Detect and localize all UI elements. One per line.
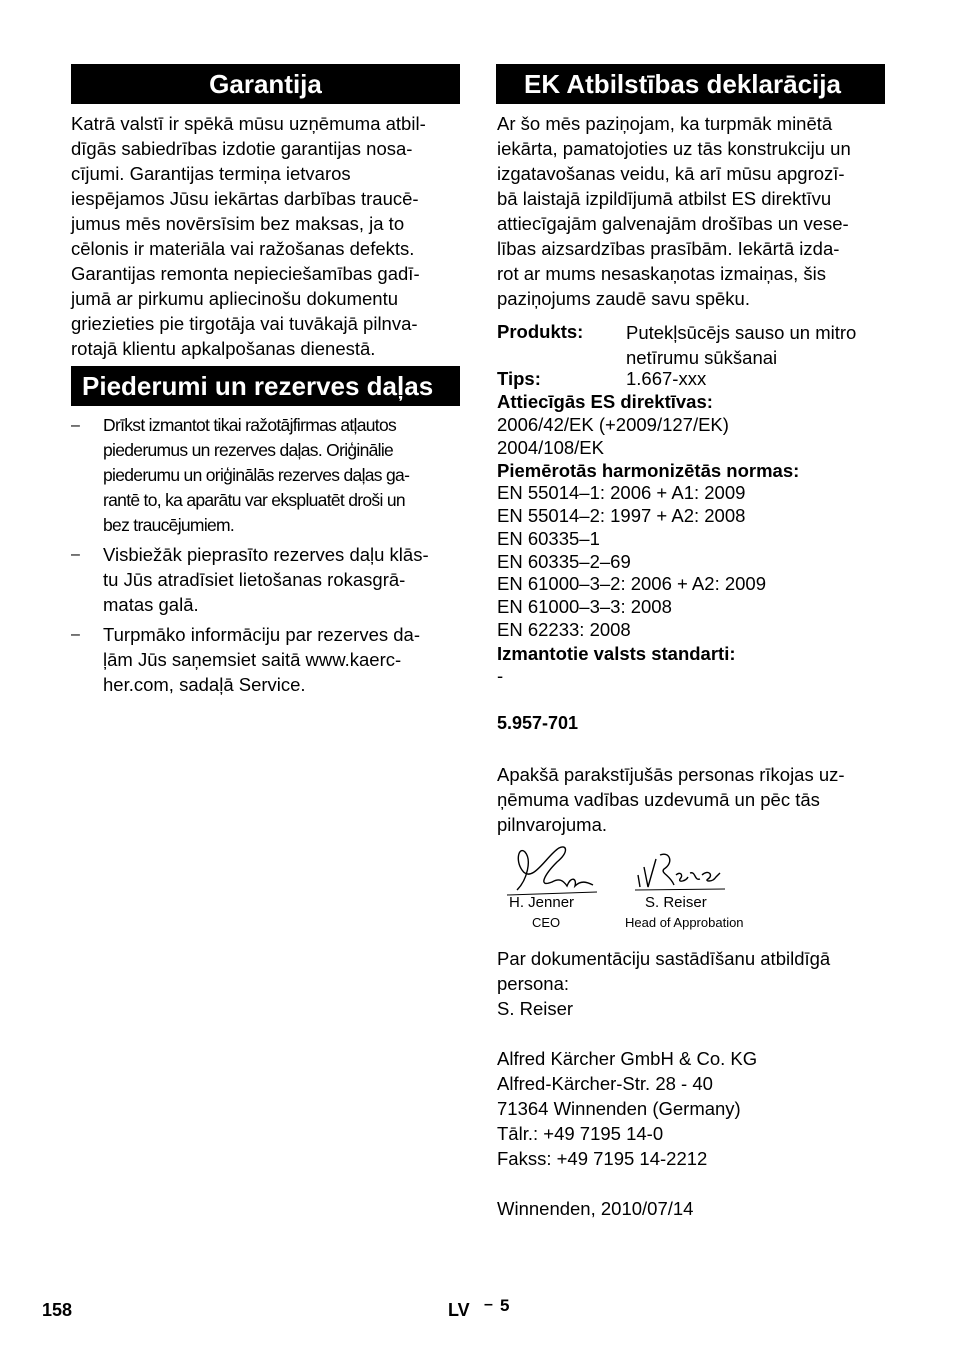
list-item: – Drīkst izmantot tikai ražotājfirmas atļautos piederumus un rezerves daļas. Oriģinālie piederumu un oriģinālās rezerves daļas ga- rantē to, ka aparātu var ekspluatēt droši un bez traucējumiem. <box>71 415 410 535</box>
norma-item: EN 61000–3–3: 2008 <box>497 596 672 617</box>
standarti-value: - <box>497 665 504 686</box>
norma-item: EN 62233: 2008 <box>497 619 631 640</box>
signature-reiser <box>630 845 730 895</box>
normas-label: Piemērotās harmonizētās normas: <box>497 460 800 481</box>
ek-heading: EK Atbilstības deklarācija <box>496 64 885 104</box>
signatory-text: Apakšā parakstījušās personas rīkojas uz- ņēmuma vadības uzdevumā un pēc tās pilnvarojuma. <box>497 764 845 835</box>
company-address: Alfred Kärcher GmbH & Co. KG Alfred-Kärcher-Str. 28 - 40 71364 Winnenden (Germany) Tālr.: +49 7195 14-0 Fakss: +49 7195 14-2212 <box>497 1048 758 1169</box>
language-code: LV <box>448 1300 470 1320</box>
tips-label: Tips: <box>497 368 541 389</box>
document-number: 5.957-701 <box>497 713 579 733</box>
norma-item: EN 60335–2–69 <box>497 551 631 572</box>
direktivas-label: Attiecīgās ES direktīvas: <box>497 391 713 412</box>
page-number: 158 <box>42 1300 73 1320</box>
place-date: Winnenden, 2010/07/14 <box>497 1198 694 1219</box>
norma-item: EN 55014–1: 2006 + A1: 2009 <box>497 482 746 503</box>
norma-item: EN 60335–1 <box>497 528 600 549</box>
list-item: – Turpmāko informāciju par rezerves da- ļām Jūs saņemsiet saitā www.kaerc- her.com, sadaļā Service. <box>71 624 421 695</box>
produkts-value: Putekļsūcējs sauso un mitro netīrumu sūkšanai <box>626 322 857 368</box>
direktiva-item: 2006/42/EK (+2009/127/EK) <box>497 414 729 435</box>
ek-intro: Ar šo mēs paziņojam, ka turpmāk minētā iekārta, pamatojoties uz tās konstrukciju un izgatavošanas veidu, kā arī mūsu apgrozī- bā laistajā izpildījumā atbilst ES direktīvu attiecīgajām galvenajām drošības un vese- lības aizsardzības prasībām. Iekārtā izda- rot ar mums nesaskaņotas izmaiņas, šis paziņojums zaudē savu spēku. <box>497 113 851 309</box>
garantija-text: Katrā valstī ir spēkā mūsu uzņēmuma atbil- dīgās sabiedrības izdotie garantijas nosa- cījumi. Garantijas termiņa ietvaros iespējamos Jūsu iekārtas darbības traucē- jumus mēs novērsīsim bez maksas, ja to cēlonis ir materiāla vai ražošanas defekts. Garantijas remonta nepieciešamības gadī- jumā ar pirkumu apliecinošu dokumentu griezieties pie tirgotāja vai tuvākajā pilnva- rotajā klientu apkalpošanas dienestā. <box>71 113 426 359</box>
signer1-role: CEO <box>532 915 561 930</box>
standarti-label: Izmantotie valsts standarti: <box>497 643 736 664</box>
signer1-name: H. Jenner <box>509 894 575 911</box>
norma-item: EN 61000–3–2: 2006 + A2: 2009 <box>497 573 766 594</box>
signature-jenner <box>497 840 607 900</box>
footer-dash: – <box>484 1296 493 1313</box>
direktiva-item: 2004/108/EK <box>497 437 604 458</box>
produkts-label: Produkts: <box>497 321 584 342</box>
garantija-heading: Garantija <box>71 64 460 104</box>
piederumi-heading: Piederumi un rezerves daļas <box>71 366 460 406</box>
tips-value: 1.667-xxx <box>626 368 707 389</box>
doc-responsible: Par dokumentāciju sastādīšanu atbildīgā persona: S. Reiser <box>497 948 831 1019</box>
sub-page-number: 5 <box>500 1296 510 1315</box>
norma-item: EN 55014–2: 1997 + A2: 2008 <box>497 505 746 526</box>
signer2-role: Head of Approbation <box>625 915 744 930</box>
piederumi-list <box>71 413 463 702</box>
list-item: – Visbiežāk pieprasīto rezerves daļu klās- tu Jūs atradīsiet lietošanas rokasgrā- matas galā. <box>71 544 429 615</box>
signer2-name: S. Reiser <box>645 894 707 911</box>
